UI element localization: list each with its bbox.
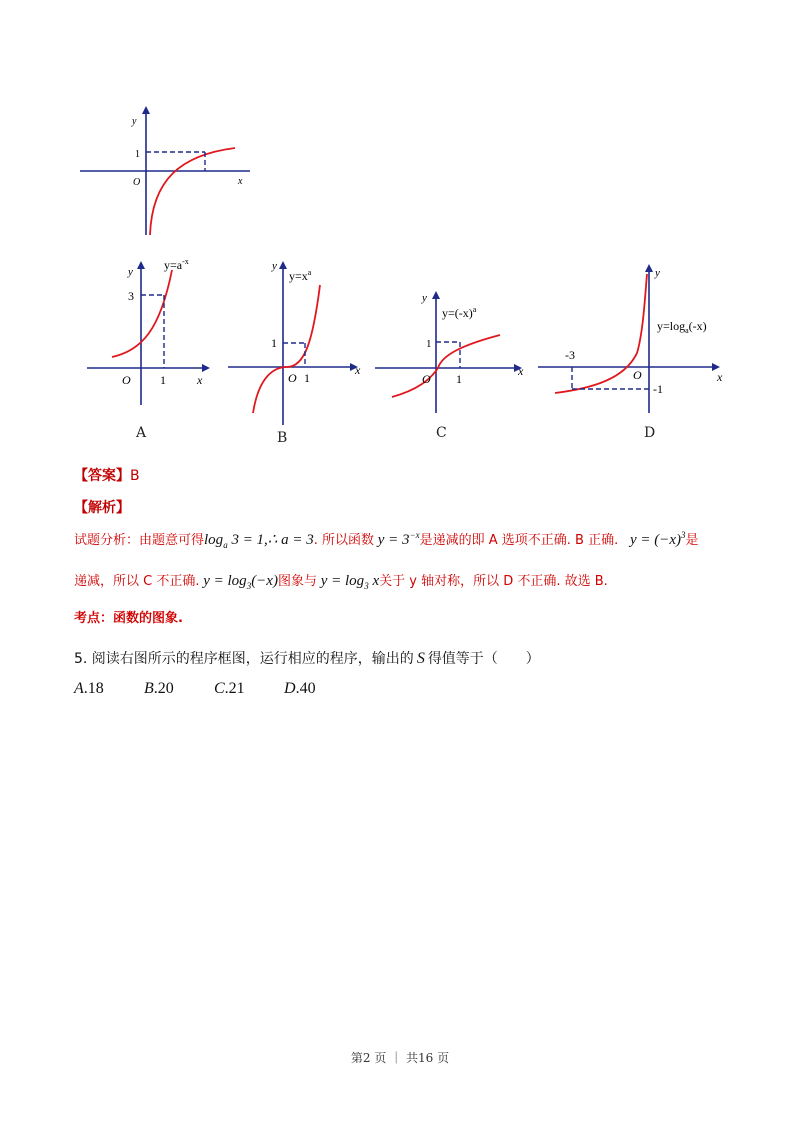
analysis-line-1: 试题分析：由题意可得$\log_a 3$ = 1,∴ a = 3. 所以函数 $y = 3^{-x}$是递减的即 A 选项不正确. B 正确. $y = (-x)^3$是: [74, 530, 699, 550]
x-label: x: [238, 176, 243, 187]
y-label: y: [128, 266, 133, 278]
caption-c: C: [436, 425, 447, 441]
option-b: B.20: [144, 680, 174, 697]
tick-y: -1: [653, 382, 663, 396]
x-label: x: [197, 373, 203, 387]
caption-d: D: [644, 425, 656, 441]
origin: O: [422, 372, 431, 386]
analysis-line-2: 递减，所以 C 不正确. $y = \log_3(-x)$图象与 $y = \log_3 x$关于 y 轴对称，所以 D 不正确. 故选 B.: [74, 573, 608, 591]
formula-d: $y=\log_a(-x)$: [657, 319, 707, 335]
tick-x: -3: [565, 348, 575, 362]
curve-b: [253, 285, 320, 413]
analysis-point: 考点：函数的图象.: [74, 611, 183, 626]
formula-c: $y=(-x)^a$: [442, 305, 477, 320]
x-label: x: [717, 370, 723, 384]
top-log-graph: [70, 100, 270, 240]
answer-label: 【答案】: [74, 468, 130, 484]
answer-value: B: [130, 468, 140, 484]
tick-y: 1: [271, 336, 277, 350]
y-label: y: [655, 267, 660, 279]
option-c: C.21: [214, 680, 245, 697]
option-d: D.40: [284, 680, 316, 697]
graph-d: [535, 258, 735, 418]
question-5: 5. 阅读右图所示的程序框图，运行相应的程序，输出的 S 得值等于（ ）: [74, 650, 540, 667]
option-a: A.18: [74, 680, 104, 697]
y-label: y: [422, 292, 427, 304]
graph-c: [372, 285, 527, 415]
question-options: [74, 680, 354, 698]
log-curve: [150, 148, 235, 235]
tick-x: 1: [160, 373, 166, 387]
caption-b: B: [277, 430, 288, 446]
analysis-label: 【解析】: [74, 500, 130, 516]
curve-a: [112, 270, 172, 357]
origin-label: O: [133, 177, 141, 188]
curve-c: [392, 335, 500, 397]
origin: O: [633, 368, 642, 382]
x-label: x: [518, 364, 524, 378]
graph-a: [82, 255, 227, 415]
answer-line: [74, 465, 140, 485]
y-label: y: [132, 116, 137, 127]
y-label: y: [272, 260, 277, 272]
x-label: x: [355, 363, 361, 377]
origin: O: [288, 371, 297, 385]
tick-y: 1: [426, 338, 432, 350]
origin: O: [122, 373, 131, 387]
formula-a: $y=a^{-x}$: [164, 257, 189, 272]
page-footer: 第2 页 ｜ 共16 页: [350, 1051, 450, 1065]
tick-x: 1: [456, 372, 462, 386]
caption-a: A: [136, 425, 147, 441]
graph-b: [225, 255, 370, 425]
tick-y: 3: [128, 289, 134, 303]
tick-x: 1: [304, 371, 310, 385]
formula-b: $y=x^a$: [289, 268, 312, 283]
tick-y-label: 1: [135, 149, 140, 160]
